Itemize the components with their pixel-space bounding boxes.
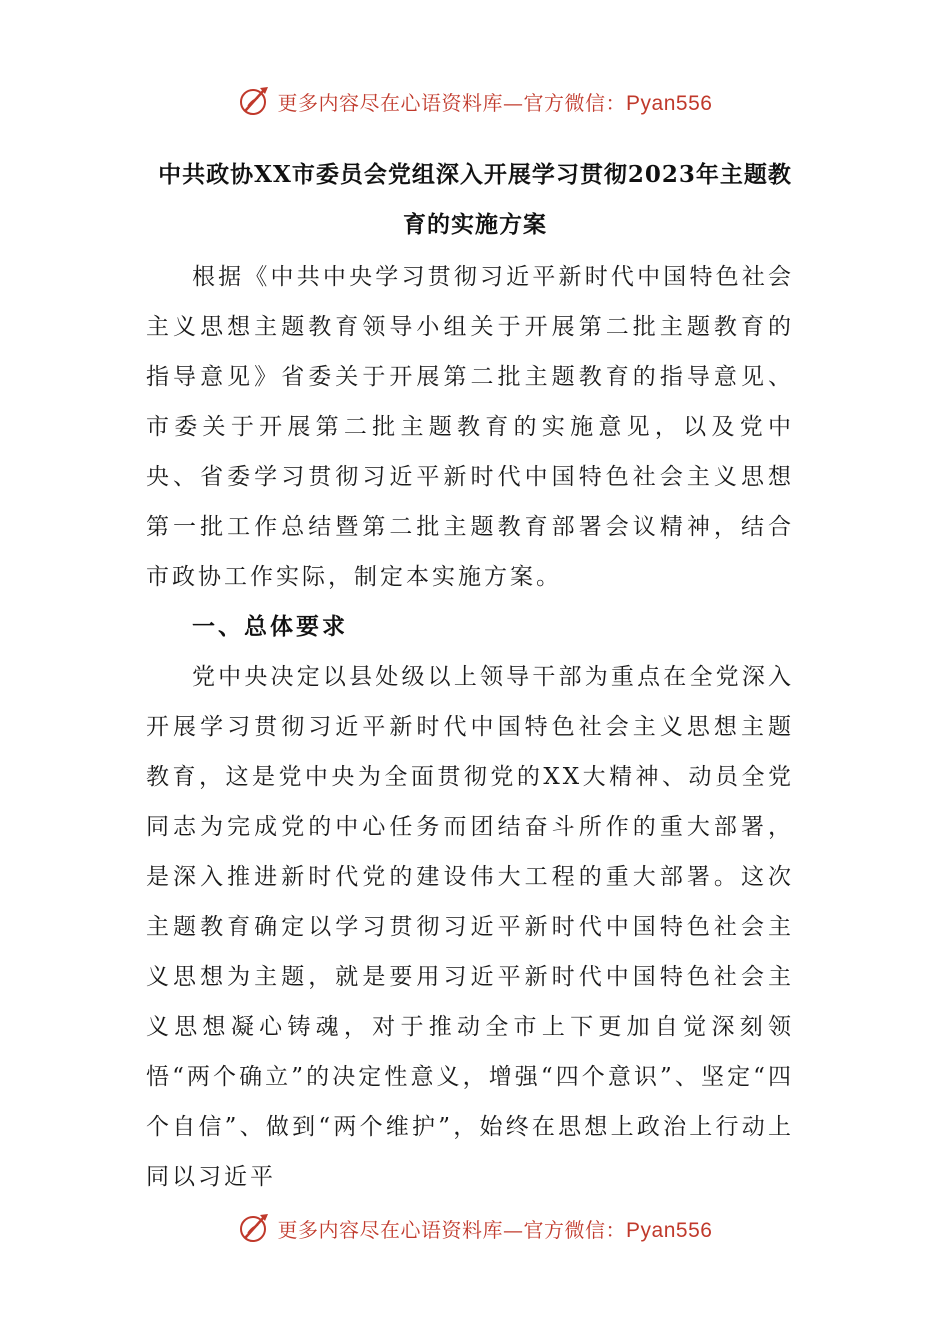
header-banner [0,84,950,118]
wechat-id: Pyan556 [626,1218,713,1242]
section-paragraph: 党中央决定以县处级以上领导干部为重点在全党深入开展学习贯彻习近平新时代中国特色社会主义思想主题教育，这是党中央为全面贯彻党的XX大精神、动员全党同志为完成党的中心任务而团结奋斗所作的重大部署，是深入推进新时代党的建设伟大工程的重大部署。这次主题教育确定以学习贯彻习近平新时代中国特色社会主义思想为主题，就是要用习近平新时代中国特色社会主义思想凝心铸魂，对于推动全市上下更加自觉深刻领悟“两个确立”的决定性意义，增强“四个意识”、坚定“四个自信”、做到“两个维护”，始终在思想上政治上行动上同以习近平 [146,664,794,1190]
document-body [146,252,794,1202]
document-title [100,150,850,250]
banner-text: 更多内容尽在心语资料库—官方微信：Pyan556 [277,1217,713,1242]
section-heading: 一、总体要求 [192,613,348,640]
banner-text: 更多内容尽在心语资料库—官方微信：Pyan556 [277,90,713,115]
wechat-id: Pyan556 [626,91,713,115]
pen-circle-logo-icon [238,1211,272,1245]
intro-paragraph: 根据《中共中央学习贯彻习近平新时代中国特色社会主义思想主题教育领导小组关于开展第二批主题教育的指导意见》省委关于开展第二批主题教育的指导意见、市委关于开展第二批主题教育的实施意见，以及党中央、省委学习贯彻习近平新时代中国特色社会主义思想第一批工作总结暨第二批主题教育部署会议精神，结合市政协工作实际，制定本实施方案。 [146,264,794,590]
footer-banner [0,1211,950,1245]
pen-circle-logo-icon [238,84,272,118]
title-line-1: 中共政协XX市委员会党组深入开展学习贯彻2023年主题教 [158,161,792,188]
title-line-2: 育的实施方案 [403,211,547,238]
